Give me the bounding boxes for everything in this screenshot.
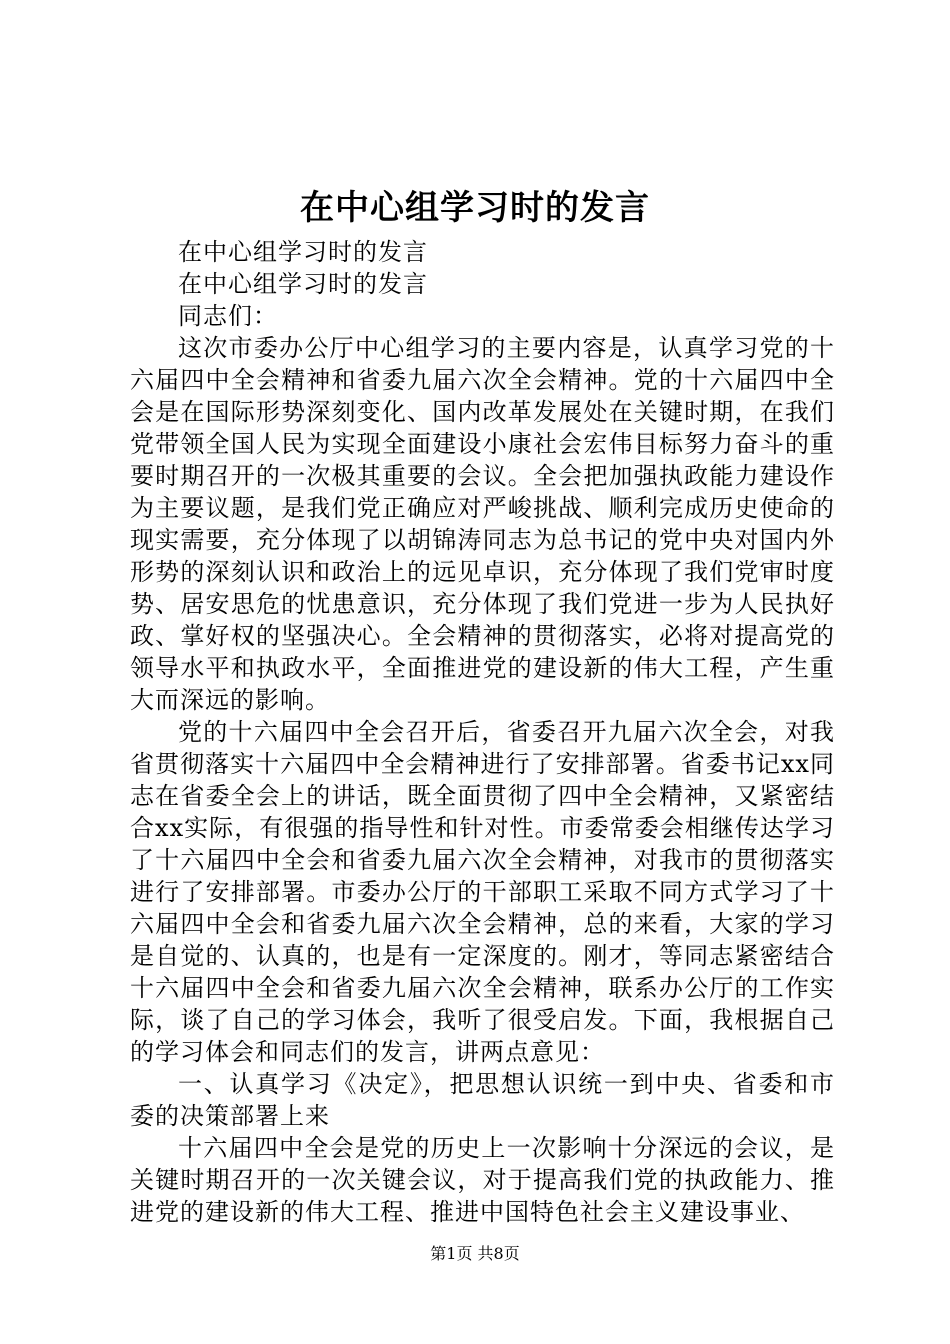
paragraph-body-1: 这次市委办公厅中心组学习的主要内容是，认真学习党的十六届四中全会精神和省委九届六次全会精神。党的十六届四中全会是在国际形势深刻变化、国内改革发展处在关键时期，在我们党带领全国人民为实现全面建设小康社会宏伟目标努力奋斗的重要时期召开的一次极其重要的会议。全会把加强执政能力建设作为主要议题，是我们党正确应对严峻挑战、顺利完成历史使命的现实需要，充分体现了以胡锦涛同志为总书记的党中央对国内外形势的深刻认识和政治上的远见卓识，充分体现了我们党审时度势、居安思危的忧患意识，充分体现了我们党进一步为人民执好政、掌好权的坚强决心。全会精神的贯彻落实，必将对提高党的领导水平和执政水平，全面推进党的建设新的伟大工程，产生重大而深远的影响。 bbox=[130, 334, 835, 714]
paragraph-subtitle-1: 在中心组学习时的发言 bbox=[178, 238, 428, 266]
page-number: 第1页 共8页 bbox=[430, 1244, 520, 1263]
document-body bbox=[130, 236, 835, 1228]
document-title: 在中心组学习时的发言 bbox=[300, 188, 650, 228]
paragraph-subtitle-2: 在中心组学习时的发言 bbox=[178, 270, 428, 298]
section-heading-1: 一、认真学习《决定》，把思想认识统一到中央、省委和市委的决策部署上来 bbox=[130, 1070, 835, 1130]
paragraph-body-2: 党的十六届四中全会召开后，省委召开九届六次全会，对我省贯彻落实十六届四中全会精神进行了安排部署。省委书记xx同志在省委全会上的讲话，既全面贯彻了四中全会精神，又紧密结合xx实际，有很强的指导性和针对性。市委常委会相继传达学习了十六届四中全会和省委九届六次全会精神，对我市的贯彻落实进行了安排部署。市委办公厅的干部职工采取不同方式学习了十六届四中全会和省委九届六次全会精神，总的来看，大家的学习是自觉的、认真的，也是有一定深度的。刚才，等同志紧密结合十六届四中全会和省委九届六次全会精神，联系办公厅的工作实际，谈了自己的学习体会，我听了很受启发。下面，我根据自己的学习体会和同志们的发言，讲两点意见： bbox=[130, 718, 835, 1066]
paragraph-salutation: 同志们： bbox=[178, 302, 278, 330]
paragraph-body-3: 十六届四中全会是党的历史上一次影响十分深远的会议，是关键时期召开的一次关键会议，对于提高我们党的执政能力、推进党的建设新的伟大工程、推进中国特色社会主义建设事业、 bbox=[130, 1134, 835, 1226]
